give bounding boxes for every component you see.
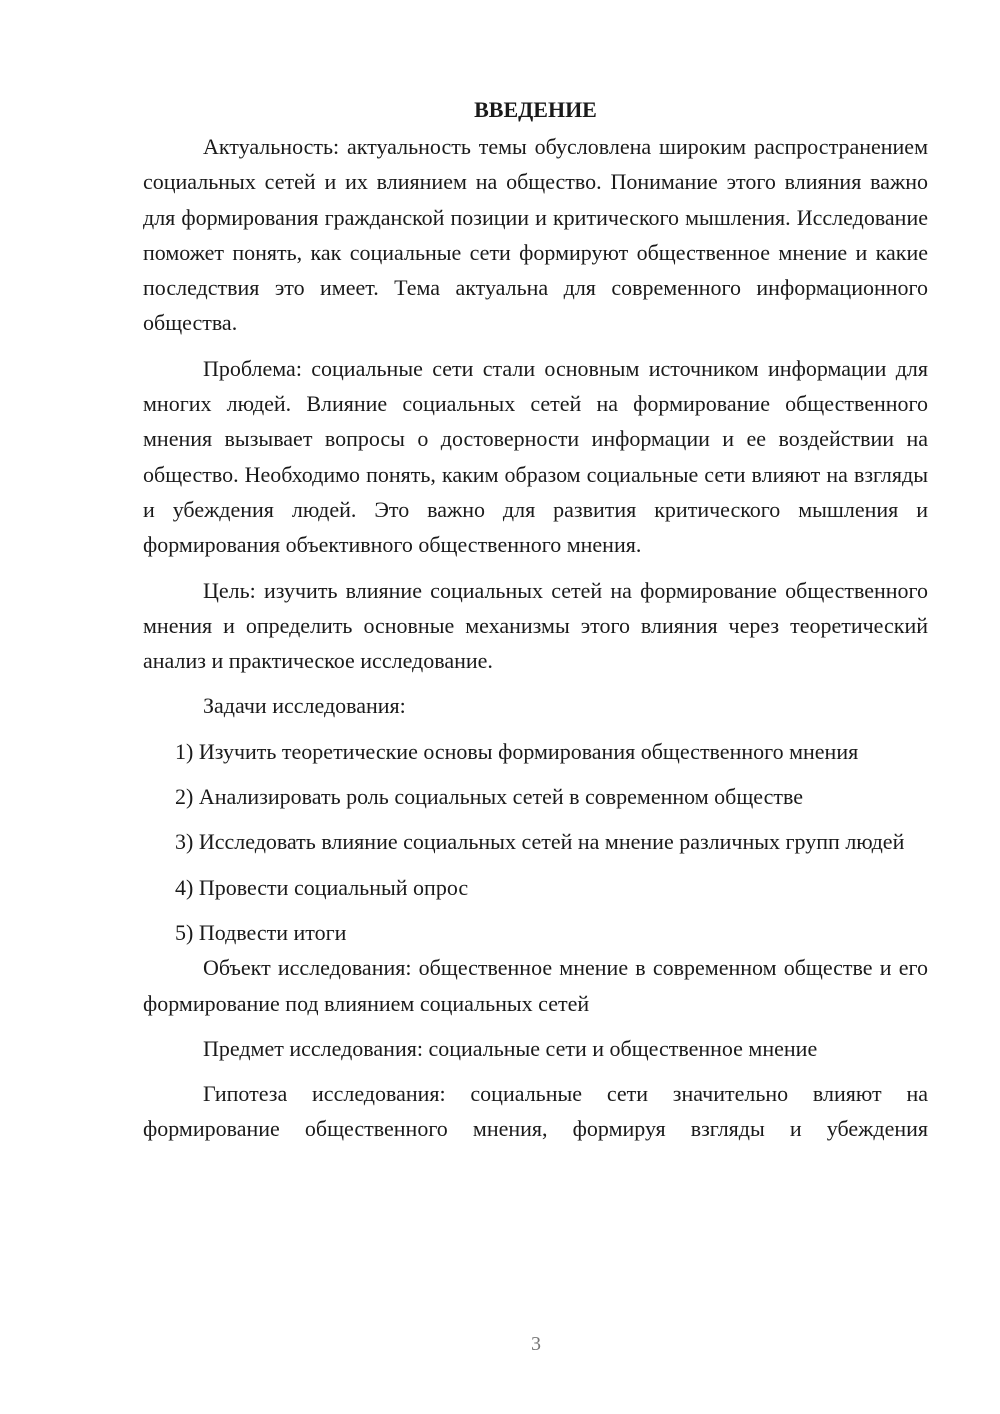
- paragraph-hypothesis: Гипотеза исследования: социальные сети значительно влияют на формирование общественного мнения, формируя взгляды и убеждения: [143, 1081, 928, 1142]
- page-number: 3: [531, 1333, 541, 1355]
- paragraph-object: Объект исследования: общественное мнение в современном обществе и его формирование под влиянием социальных сетей: [143, 955, 928, 1016]
- task-item-2: 2) Анализировать роль социальных сетей в современном обществе: [175, 784, 803, 810]
- paragraph-relevance: Актуальность: актуальность темы обусловлена широким распространением социальных сетей и их влиянием на общество. Понимание этого влияния важно для формирования гражданской позиции и критического мышления. Исследование поможет понять, как социальные сети формируют общественное мнение и какие последствия это имеет. Тема актуальна для современного информационного общества.: [143, 134, 928, 336]
- section-heading: ВВЕДЕНИЕ: [474, 97, 597, 122]
- task-item-1: 1) Изучить теоретические основы формирования общественного мнения: [175, 738, 859, 764]
- paragraph-goal: Цель: изучить влияние социальных сетей на формирование общественного мнения и определить основные механизмы этого влияния через теоретический анализ и практическое исследование.: [143, 577, 928, 674]
- paragraph-subject: Предмет исследования: социальные сети и общественное мнение: [203, 1035, 818, 1061]
- paragraph-problem: Проблема: социальные сети стали основным источником информации для многих людей. Влияние социальных сетей на формирование общественного мнения вызывает вопросы о достоверности информации и ее воздействии на общество. Необходимо понять, каким образом социальные сети влияют на взгляды и убеждения людей. Это важно для развития критического мышления и формирования объективного общественного мнения.: [143, 355, 928, 558]
- task-item-3: 3) Исследовать влияние социальных сетей на мнение различных групп людей: [175, 829, 905, 855]
- tasks-heading: Задачи исследования:: [203, 693, 406, 719]
- task-item-5: 5) Подвести итоги: [175, 919, 347, 945]
- document-page: [143, 92, 928, 1147]
- task-item-4: 4) Провести социальный опрос: [175, 874, 469, 900]
